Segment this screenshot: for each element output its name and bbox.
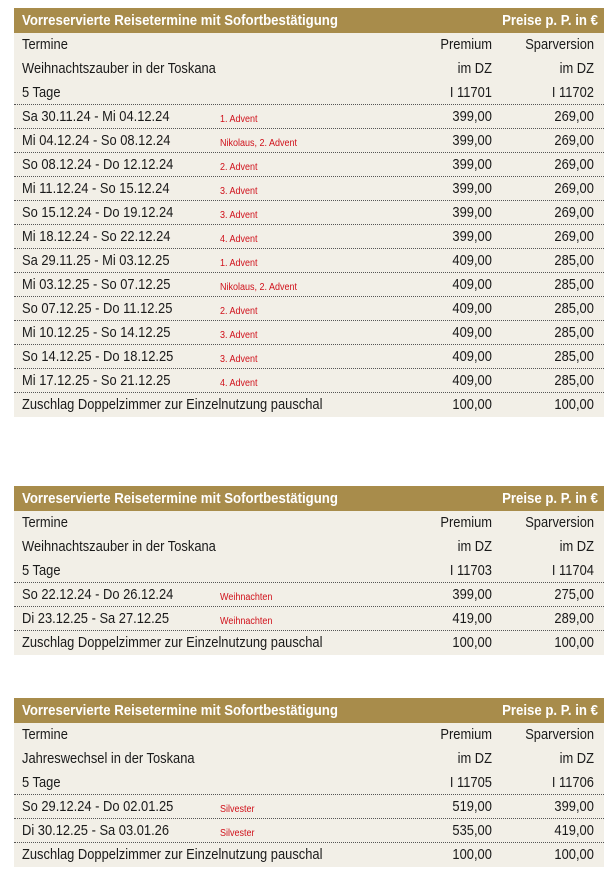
trip-name: Weihnachtszauber in der Toskana	[22, 538, 216, 555]
price-premium: 409,00	[452, 252, 492, 269]
col2-code: I 11706	[551, 774, 594, 791]
price-unit-label: Preise p. P. in €	[502, 702, 598, 719]
table-row	[14, 369, 604, 393]
holiday-note: 1. Advent	[220, 258, 258, 269]
price-sparversion: 269,00	[554, 132, 594, 149]
surcharge-premium: 100,00	[452, 846, 492, 863]
price-premium: 419,00	[452, 610, 492, 627]
table-row	[14, 177, 604, 201]
travel-dates: So 07.12.25 - Do 11.12.25	[22, 300, 173, 317]
surcharge-sparversion: 100,00	[554, 396, 594, 413]
price-unit-label: Preise p. P. in €	[502, 490, 598, 507]
surcharge-label: Zuschlag Doppelzimmer zur Einzelnutzung pauschal	[22, 634, 323, 651]
price-sparversion: 285,00	[554, 252, 594, 269]
trip-name-row	[14, 535, 604, 559]
travel-dates: Mi 17.12.25 - So 21.12.25	[22, 372, 171, 389]
price-table-1	[14, 8, 604, 417]
col2-title: Sparversion	[525, 726, 594, 743]
col2-room: im DZ	[559, 538, 594, 555]
travel-dates: So 14.12.25 - Do 18.12.25	[22, 348, 174, 365]
surcharge-label: Zuschlag Doppelzimmer zur Einzelnutzung pauschal	[22, 396, 323, 413]
price-premium: 535,00	[452, 822, 492, 839]
price-sparversion: 285,00	[554, 324, 594, 341]
column-label: Termine	[22, 726, 68, 743]
holiday-note: Silvester	[220, 804, 255, 815]
price-sparversion: 269,00	[554, 156, 594, 173]
table-row	[14, 819, 604, 843]
col1-code: I 11705	[449, 774, 492, 791]
travel-dates: Mi 18.12.24 - So 22.12.24	[22, 228, 171, 245]
price-premium: 409,00	[452, 276, 492, 293]
surcharge-sparversion: 100,00	[554, 846, 594, 863]
table-header	[14, 698, 604, 723]
table-title: Vorreservierte Reisetermine mit Sofortbestätigung	[22, 12, 338, 29]
holiday-note: 2. Advent	[220, 306, 258, 317]
travel-dates: Mi 03.12.25 - So 07.12.25	[22, 276, 171, 293]
travel-dates: So 22.12.24 - Do 26.12.24	[22, 586, 174, 603]
table-row	[14, 345, 604, 369]
table-row	[14, 249, 604, 273]
price-unit-label: Preise p. P. in €	[502, 12, 598, 29]
holiday-note: 4. Advent	[220, 378, 258, 389]
table-header	[14, 8, 604, 33]
holiday-note: 3. Advent	[220, 210, 258, 221]
price-sparversion: 285,00	[554, 348, 594, 365]
surcharge-row	[14, 843, 604, 867]
travel-dates: So 29.12.24 - Do 02.01.25	[22, 798, 174, 815]
price-sparversion: 289,00	[554, 610, 594, 627]
table-row	[14, 201, 604, 225]
holiday-note: 1. Advent	[220, 114, 258, 125]
col1-code: I 11701	[449, 84, 492, 101]
col1-room: im DZ	[457, 750, 492, 767]
column-header-row	[14, 723, 604, 747]
holiday-note: Nikolaus, 2. Advent	[220, 138, 298, 149]
travel-dates: Sa 30.11.24 - Mi 04.12.24	[22, 108, 170, 125]
table-row	[14, 225, 604, 249]
travel-dates: Di 23.12.25 - Sa 27.12.25	[22, 610, 170, 627]
holiday-note: Weihnachten	[220, 592, 273, 603]
table-title: Vorreservierte Reisetermine mit Sofortbestätigung	[22, 702, 338, 719]
price-premium: 409,00	[452, 372, 492, 389]
price-sparversion: 285,00	[554, 372, 594, 389]
price-premium: 399,00	[452, 108, 492, 125]
surcharge-premium: 100,00	[452, 634, 492, 651]
trip-duration: 5 Tage	[22, 774, 61, 791]
price-premium: 409,00	[452, 300, 492, 317]
code-row	[14, 771, 604, 795]
col2-room: im DZ	[559, 60, 594, 77]
travel-dates: Mi 10.12.25 - So 14.12.25	[22, 324, 171, 341]
price-sparversion: 269,00	[554, 108, 594, 125]
col1-code: I 11703	[449, 562, 492, 579]
holiday-note: Nikolaus, 2. Advent	[220, 282, 298, 293]
price-sparversion: 269,00	[554, 228, 594, 245]
column-label: Termine	[22, 514, 68, 531]
price-table-3	[14, 698, 604, 867]
column-header-row	[14, 511, 604, 535]
column-header-row	[14, 33, 604, 57]
surcharge-row	[14, 393, 604, 417]
trip-duration: 5 Tage	[22, 562, 61, 579]
table-row	[14, 297, 604, 321]
holiday-note: Weihnachten	[220, 616, 273, 627]
table-row	[14, 607, 604, 631]
holiday-note: 3. Advent	[220, 330, 258, 341]
col2-room: im DZ	[559, 750, 594, 767]
holiday-note: 3. Advent	[220, 354, 258, 365]
price-sparversion: 285,00	[554, 276, 594, 293]
trip-name: Weihnachtszauber in der Toskana	[22, 60, 216, 77]
table-row	[14, 583, 604, 607]
col1-title: Premium	[440, 726, 492, 743]
price-premium: 399,00	[452, 228, 492, 245]
price-premium: 399,00	[452, 586, 492, 603]
price-sparversion: 269,00	[554, 180, 594, 197]
table-row	[14, 321, 604, 345]
travel-dates: Mi 11.12.24 - So 15.12.24	[22, 180, 170, 197]
col2-code: I 11702	[551, 84, 594, 101]
col1-title: Premium	[440, 514, 492, 531]
table-row	[14, 105, 604, 129]
travel-dates: Mi 04.12.24 - So 08.12.24	[22, 132, 171, 149]
trip-duration: 5 Tage	[22, 84, 61, 101]
col2-title: Sparversion	[525, 36, 594, 53]
trip-name-row	[14, 57, 604, 81]
surcharge-premium: 100,00	[452, 396, 492, 413]
column-label: Termine	[22, 36, 68, 53]
price-premium: 399,00	[452, 180, 492, 197]
price-sparversion: 269,00	[554, 204, 594, 221]
col2-title: Sparversion	[525, 514, 594, 531]
table-row	[14, 129, 604, 153]
travel-dates: Di 30.12.25 - Sa 03.01.26	[22, 822, 170, 839]
table-title: Vorreservierte Reisetermine mit Sofortbestätigung	[22, 490, 338, 507]
travel-dates: Sa 29.11.25 - Mi 03.12.25	[22, 252, 170, 269]
price-sparversion: 419,00	[554, 822, 594, 839]
travel-dates: So 15.12.24 - Do 19.12.24	[22, 204, 174, 221]
price-table-2	[14, 486, 604, 655]
table-row	[14, 795, 604, 819]
trip-name: Jahreswechsel in der Toskana	[22, 750, 195, 767]
code-row	[14, 559, 604, 583]
table-header	[14, 486, 604, 511]
trip-name-row	[14, 747, 604, 771]
price-premium: 399,00	[452, 156, 492, 173]
holiday-note: 2. Advent	[220, 162, 258, 173]
holiday-note: 3. Advent	[220, 186, 258, 197]
price-premium: 409,00	[452, 324, 492, 341]
price-premium: 399,00	[452, 204, 492, 221]
table-row	[14, 273, 604, 297]
surcharge-label: Zuschlag Doppelzimmer zur Einzelnutzung pauschal	[22, 846, 323, 863]
table-row	[14, 153, 604, 177]
price-sparversion: 285,00	[554, 300, 594, 317]
col2-code: I 11704	[551, 562, 594, 579]
col1-title: Premium	[440, 36, 492, 53]
travel-dates: So 08.12.24 - Do 12.12.24	[22, 156, 174, 173]
surcharge-sparversion: 100,00	[554, 634, 594, 651]
price-premium: 519,00	[452, 798, 492, 815]
col1-room: im DZ	[457, 538, 492, 555]
price-premium: 409,00	[452, 348, 492, 365]
holiday-note: Silvester	[220, 828, 255, 839]
surcharge-row	[14, 631, 604, 655]
holiday-note: 4. Advent	[220, 234, 258, 245]
code-row	[14, 81, 604, 105]
price-sparversion: 275,00	[554, 586, 594, 603]
price-premium: 399,00	[452, 132, 492, 149]
col1-room: im DZ	[457, 60, 492, 77]
price-sparversion: 399,00	[554, 798, 594, 815]
